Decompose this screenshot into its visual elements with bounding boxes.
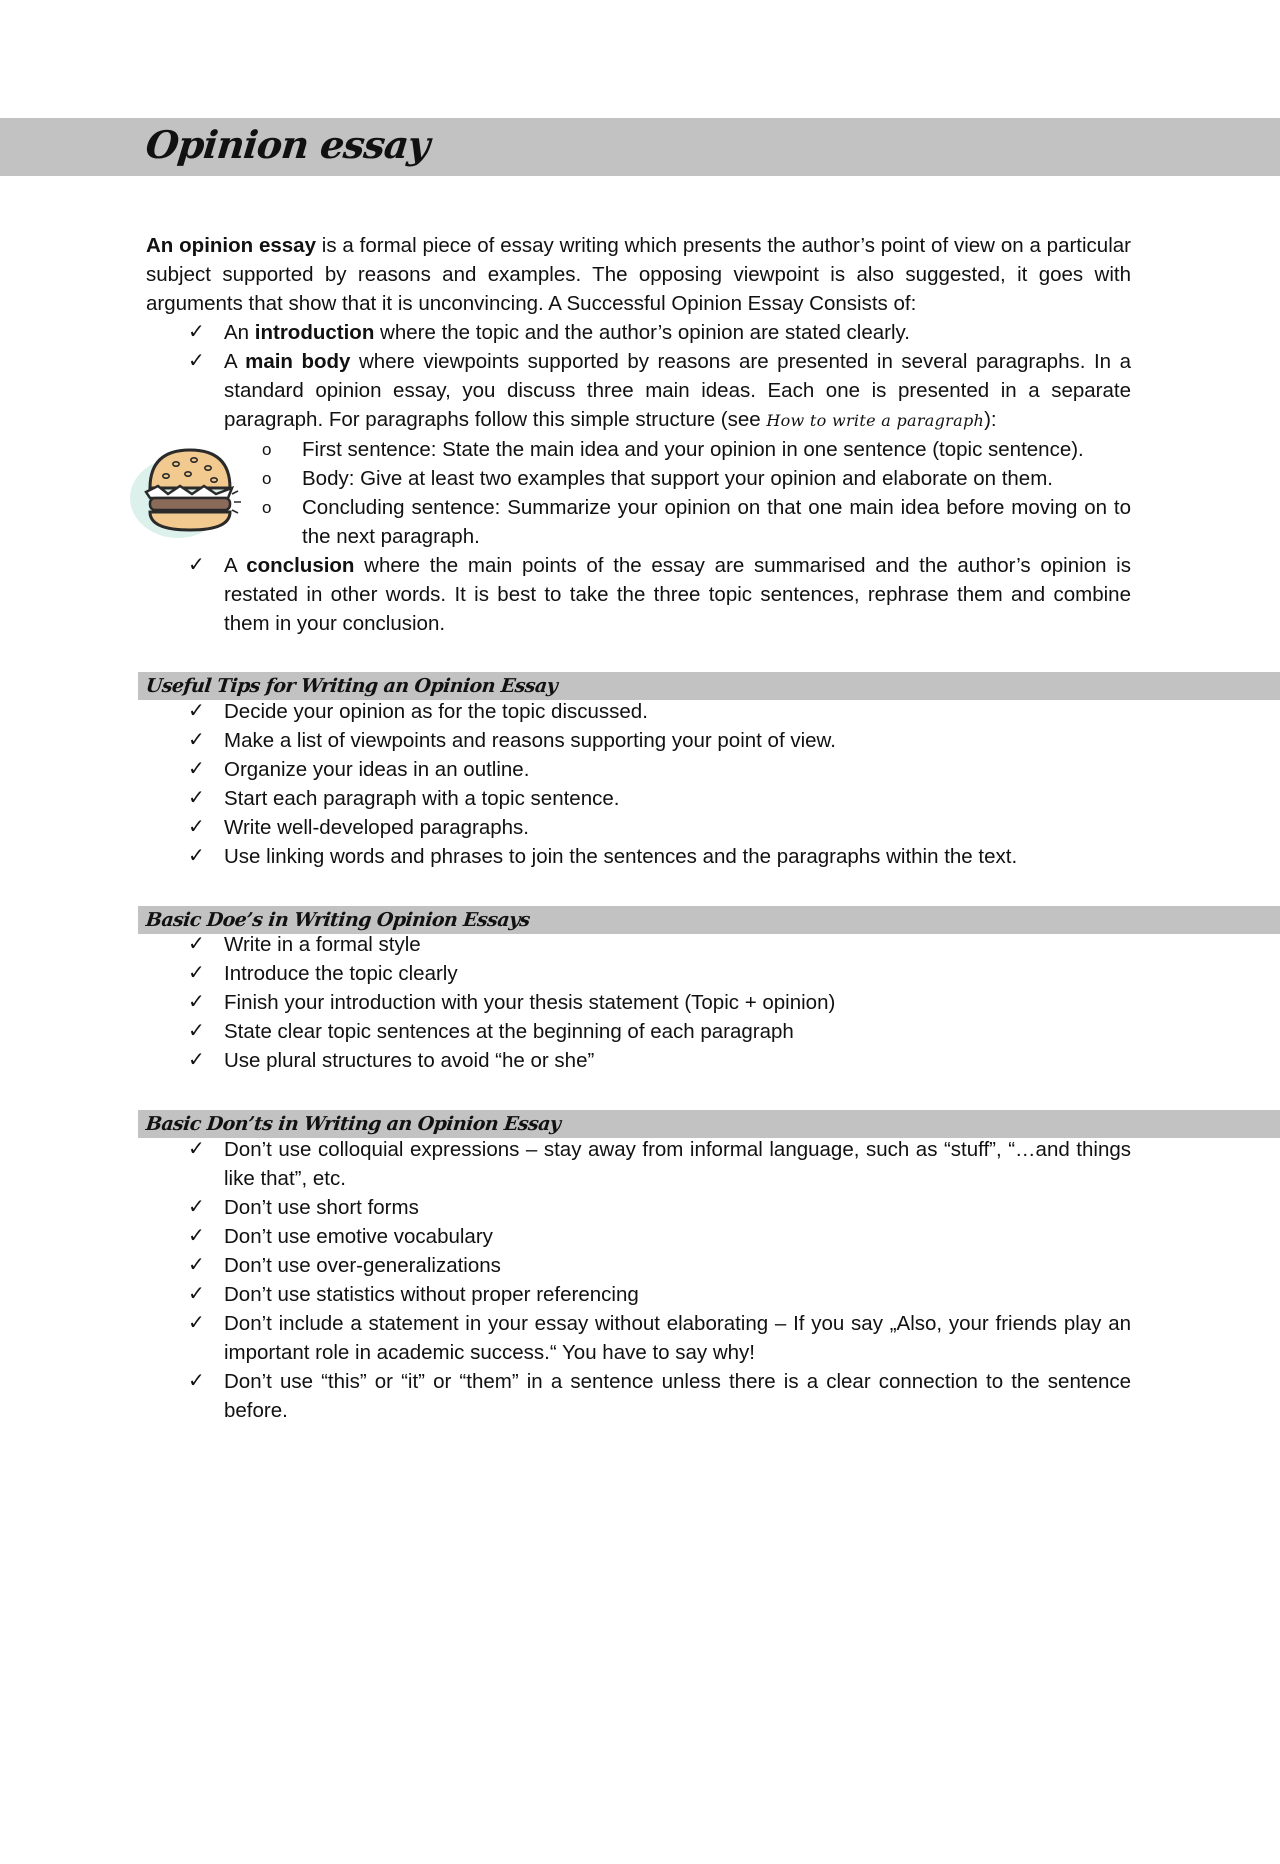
list-item: ✓ Don’t use short forms [146,1193,1131,1222]
tips-list [146,697,1131,871]
structure-list [146,318,1131,638]
circle-bullet-icon: o [262,498,272,517]
list-item: o Concluding sentence: Summarize your opinion on that one main idea before moving on to the next paragraph. [224,493,1131,551]
check-icon: ✓ [188,758,205,780]
paragraph-steps [224,435,1131,551]
list-item: ✓ A main body where viewpoints supported by reasons are presented in several paragraphs. In a standard opinion essay, you discuss three main ideas. Each one is presented in a separate paragraph. For paragraphs follow this simple structure (see How to write a paragraph): o First sentence: State the main idea and your opinion in one sentence (topic sentence). o Body: Give at least two examples that support your opinion and elaborate on them. o Concluding sentence: Summarize your opinion on that one main idea before moving on to the next paragraph. [146,347,1131,551]
check-icon: ✓ [188,1049,205,1071]
section-title-tips: Useful Tips for Writing an Opinion Essay [144,675,559,697]
list-item: ✓ Don’t include a statement in your essay without elaborating – If you say „Also, your friends play an important role in academic success.“ You have to say why! [146,1309,1131,1367]
donts-list [146,1135,1131,1425]
paragraph-guide-reference: How to write a paragraph [766,411,985,430]
check-icon: ✓ [188,816,205,838]
check-icon: ✓ [188,1225,205,1247]
list-item: ✓ Write in a formal style [146,930,1131,959]
page-title: Opinion essay [143,122,432,167]
check-icon: ✓ [188,962,205,984]
circle-bullet-icon: o [262,440,272,459]
burger-icon [128,436,252,540]
check-icon: ✓ [188,1254,205,1276]
list-item: o Body: Give at least two examples that support your opinion and elaborate on them. [224,464,1131,493]
list-item: ✓ Don’t use “this” or “it” or “them” in a sentence unless there is a clear connection to the sentence before. [146,1367,1131,1425]
section-title-dos: Basic Doe’s in Writing Opinion Essays [144,909,531,931]
check-icon: ✓ [188,787,205,809]
list-item: o First sentence: State the main idea and your opinion in one sentence (topic sentence). [224,435,1131,464]
check-icon: ✓ [188,1020,205,1042]
list-item: ✓ A conclusion where the main points of the essay are summarised and the author’s opinion is restated in other words. It is best to take the three topic sentences, rephrase them and combine them in your conclusion. [146,551,1131,638]
check-icon: ✓ [188,350,205,372]
check-icon: ✓ [188,933,205,955]
list-item: ✓ Don’t use emotive vocabulary [146,1222,1131,1251]
dos-list [146,930,1131,1075]
check-icon: ✓ [188,700,205,722]
list-item: ✓ Don’t use over-generalizations [146,1251,1131,1280]
list-item: ✓ Use linking words and phrases to join the sentences and the paragraphs within the text. [146,842,1131,871]
check-icon: ✓ [188,1196,205,1218]
list-item: ✓ Start each paragraph with a topic sentence. [146,784,1131,813]
list-item: ✓ Write well-developed paragraphs. [146,813,1131,842]
intro-text: is a formal piece of essay writing which presents the author’s point of view on a particular subject supported by reasons and examples. The opposing viewpoint is also suggested, it goes with arguments that show that it is unconvincing. A Successful Opinion Essay Consists of: [146,234,1131,315]
list-item: ✓ Don’t use statistics without proper referencing [146,1280,1131,1309]
list-item: ✓ Decide your opinion as for the topic discussed. [146,697,1131,726]
check-icon: ✓ [188,1138,205,1160]
check-icon: ✓ [188,845,205,867]
list-item: ✓ Introduce the topic clearly [146,959,1131,988]
list-item: ✓ Don’t use colloquial expressions – stay away from informal language, such as “stuff”, “…and things like that”, etc. [146,1135,1131,1193]
check-icon: ✓ [188,554,205,576]
check-icon: ✓ [188,1312,205,1334]
check-icon: ✓ [188,1370,205,1392]
check-icon: ✓ [188,991,205,1013]
list-item: ✓ Use plural structures to avoid “he or she” [146,1046,1131,1075]
intro-paragraph [146,231,1131,318]
intro-lead: An opinion essay [146,234,316,257]
section-title-donts: Basic Don’ts in Writing an Opinion Essay [144,1113,562,1135]
list-item: ✓ Organize your ideas in an outline. [146,755,1131,784]
circle-bullet-icon: o [262,469,272,488]
list-item: ✓ Finish your introduction with your thesis statement (Topic + opinion) [146,988,1131,1017]
check-icon: ✓ [188,321,205,343]
list-item: ✓ Make a list of viewpoints and reasons supporting your point of view. [146,726,1131,755]
check-icon: ✓ [188,729,205,751]
list-item: ✓ An introduction where the topic and the author’s opinion are stated clearly. [146,318,1131,347]
check-icon: ✓ [188,1283,205,1305]
list-item: ✓ State clear topic sentences at the beginning of each paragraph [146,1017,1131,1046]
